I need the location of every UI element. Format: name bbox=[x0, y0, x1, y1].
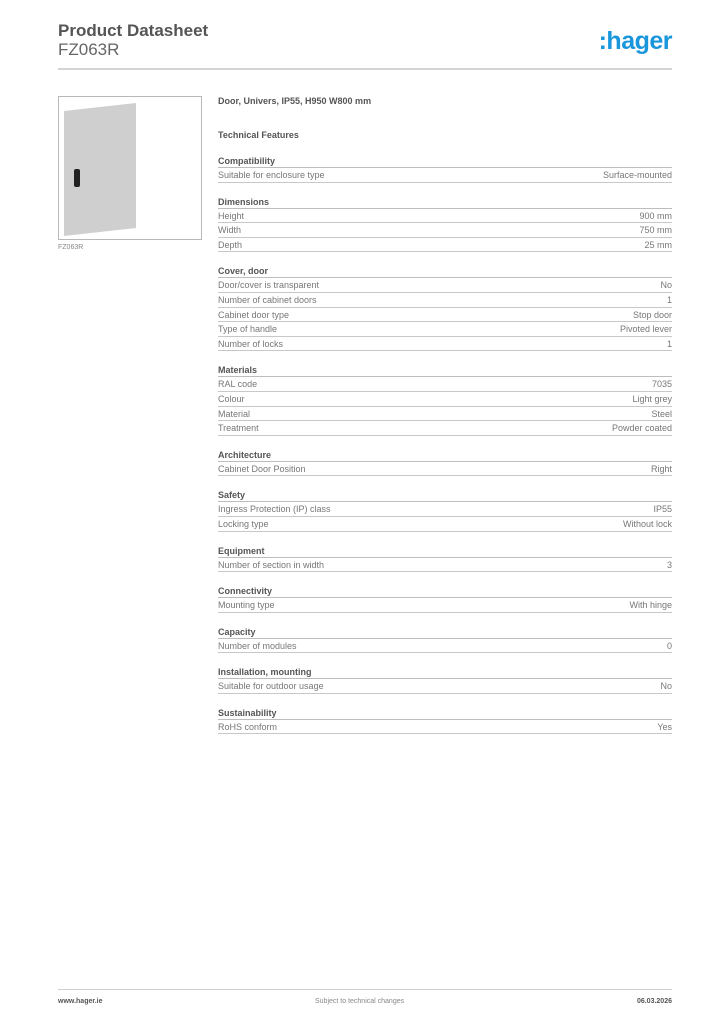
feature-row bbox=[218, 421, 672, 436]
feature-label: Width bbox=[218, 225, 242, 236]
product-image-caption: FZ063R bbox=[58, 244, 84, 251]
section-title: Cover, door bbox=[218, 266, 672, 278]
feature-row bbox=[218, 407, 672, 422]
section-compatibility bbox=[218, 156, 672, 183]
feature-value: No bbox=[660, 681, 672, 692]
feature-label: Locking type bbox=[218, 518, 269, 529]
technical-features-heading: Technical Features bbox=[218, 130, 299, 140]
feature-value: With hinge bbox=[629, 600, 672, 611]
footer-date: 06.03.2026 bbox=[636, 998, 672, 1005]
page-header bbox=[58, 21, 672, 59]
feature-label: Mounting type bbox=[218, 600, 275, 611]
product-image bbox=[58, 96, 202, 240]
feature-row bbox=[218, 392, 672, 407]
section-title: Equipment bbox=[218, 546, 672, 558]
feature-label: Type of handle bbox=[218, 324, 278, 335]
section-title: Capacity bbox=[218, 627, 672, 639]
feature-label: Ingress Protection (IP) class bbox=[218, 504, 331, 515]
feature-label: Suitable for enclosure type bbox=[218, 170, 325, 180]
feature-value: Without lock bbox=[622, 518, 672, 529]
feature-row bbox=[218, 377, 672, 392]
header-divider bbox=[58, 68, 672, 70]
feature-row bbox=[218, 517, 672, 532]
feature-value: 7035 bbox=[651, 379, 672, 390]
feature-label: Colour bbox=[218, 393, 245, 404]
feature-value: 25 mm bbox=[644, 239, 672, 250]
product-code: FZ063R bbox=[58, 40, 120, 59]
section-title: Architecture bbox=[218, 450, 672, 462]
feature-row bbox=[218, 720, 672, 735]
feature-label: Cabinet Door Position bbox=[218, 463, 306, 474]
section-title: Dimensions bbox=[218, 197, 672, 209]
feature-value: IP55 bbox=[653, 504, 672, 515]
feature-value: Light grey bbox=[632, 393, 672, 404]
feature-value: 750 mm bbox=[639, 225, 672, 236]
feature-row bbox=[218, 278, 672, 293]
page-title: Product Datasheet bbox=[58, 21, 209, 40]
feature-value: Steel bbox=[651, 408, 672, 419]
feature-label: Treatment bbox=[218, 423, 259, 434]
feature-row bbox=[218, 337, 672, 352]
section-installation-mounting bbox=[218, 667, 672, 694]
section-architecture bbox=[218, 450, 672, 477]
feature-label: Material bbox=[218, 408, 251, 419]
feature-row bbox=[218, 308, 672, 323]
section-title: Materials bbox=[218, 365, 672, 377]
feature-row bbox=[218, 462, 672, 477]
feature-label: RoHS conform bbox=[218, 721, 278, 732]
feature-value: Yes bbox=[657, 721, 672, 732]
footer-divider bbox=[58, 989, 672, 990]
feature-value: Right bbox=[650, 463, 672, 474]
section-sustainability bbox=[218, 708, 672, 735]
feature-label: Door/cover is transparent bbox=[218, 280, 320, 291]
section-materials bbox=[218, 365, 672, 435]
feature-row bbox=[218, 502, 672, 517]
feature-label: Number of cabinet doors bbox=[218, 294, 317, 305]
section-capacity bbox=[218, 627, 672, 654]
footer-disclaimer: Subject to technical changes bbox=[315, 998, 405, 1005]
feature-sections bbox=[218, 156, 672, 734]
feature-row bbox=[218, 322, 672, 337]
feature-row bbox=[218, 558, 672, 573]
section-title: Compatibility bbox=[218, 156, 672, 168]
feature-row bbox=[218, 238, 672, 253]
feature-row bbox=[218, 168, 672, 183]
footer-website: www.hager.ie bbox=[58, 998, 103, 1005]
feature-row bbox=[218, 209, 672, 224]
cabinet-door-icon bbox=[64, 103, 136, 236]
feature-value: Surface-mounted bbox=[602, 170, 672, 180]
door-handle-icon bbox=[74, 169, 80, 187]
hager-logo: :hager bbox=[598, 27, 672, 55]
feature-value: No bbox=[660, 280, 672, 291]
feature-label: Cabinet door type bbox=[218, 309, 290, 320]
feature-value: 1 bbox=[666, 294, 672, 305]
page-footer bbox=[58, 998, 672, 1010]
feature-label: Height bbox=[218, 210, 245, 221]
feature-value: 1 bbox=[666, 338, 672, 349]
section-dimensions bbox=[218, 197, 672, 253]
feature-label: RAL code bbox=[218, 379, 258, 390]
feature-value: Stop door bbox=[632, 309, 672, 320]
feature-label: Number of section in width bbox=[218, 559, 325, 570]
section-safety bbox=[218, 490, 672, 531]
section-title: Connectivity bbox=[218, 586, 672, 598]
feature-row bbox=[218, 598, 672, 613]
feature-row bbox=[218, 223, 672, 238]
feature-label: Number of modules bbox=[218, 640, 297, 651]
section-cover-door bbox=[218, 266, 672, 351]
feature-label: Suitable for outdoor usage bbox=[218, 681, 324, 692]
product-description: Door, Univers, IP55, H950 W800 mm bbox=[218, 96, 372, 106]
feature-value: Powder coated bbox=[611, 423, 672, 434]
section-title: Installation, mounting bbox=[218, 667, 672, 679]
feature-value: Pivoted lever bbox=[619, 324, 672, 335]
section-title: Safety bbox=[218, 490, 672, 502]
feature-value: 3 bbox=[666, 559, 672, 570]
feature-row bbox=[218, 293, 672, 308]
section-connectivity bbox=[218, 586, 672, 613]
feature-row bbox=[218, 679, 672, 694]
feature-label: Depth bbox=[218, 239, 243, 250]
feature-row bbox=[218, 639, 672, 654]
section-title: Sustainability bbox=[218, 708, 672, 720]
section-equipment bbox=[218, 546, 672, 573]
feature-value: 0 bbox=[666, 640, 672, 651]
feature-label: Number of locks bbox=[218, 338, 284, 349]
technical-content bbox=[218, 96, 672, 734]
feature-value: 900 mm bbox=[639, 210, 672, 221]
